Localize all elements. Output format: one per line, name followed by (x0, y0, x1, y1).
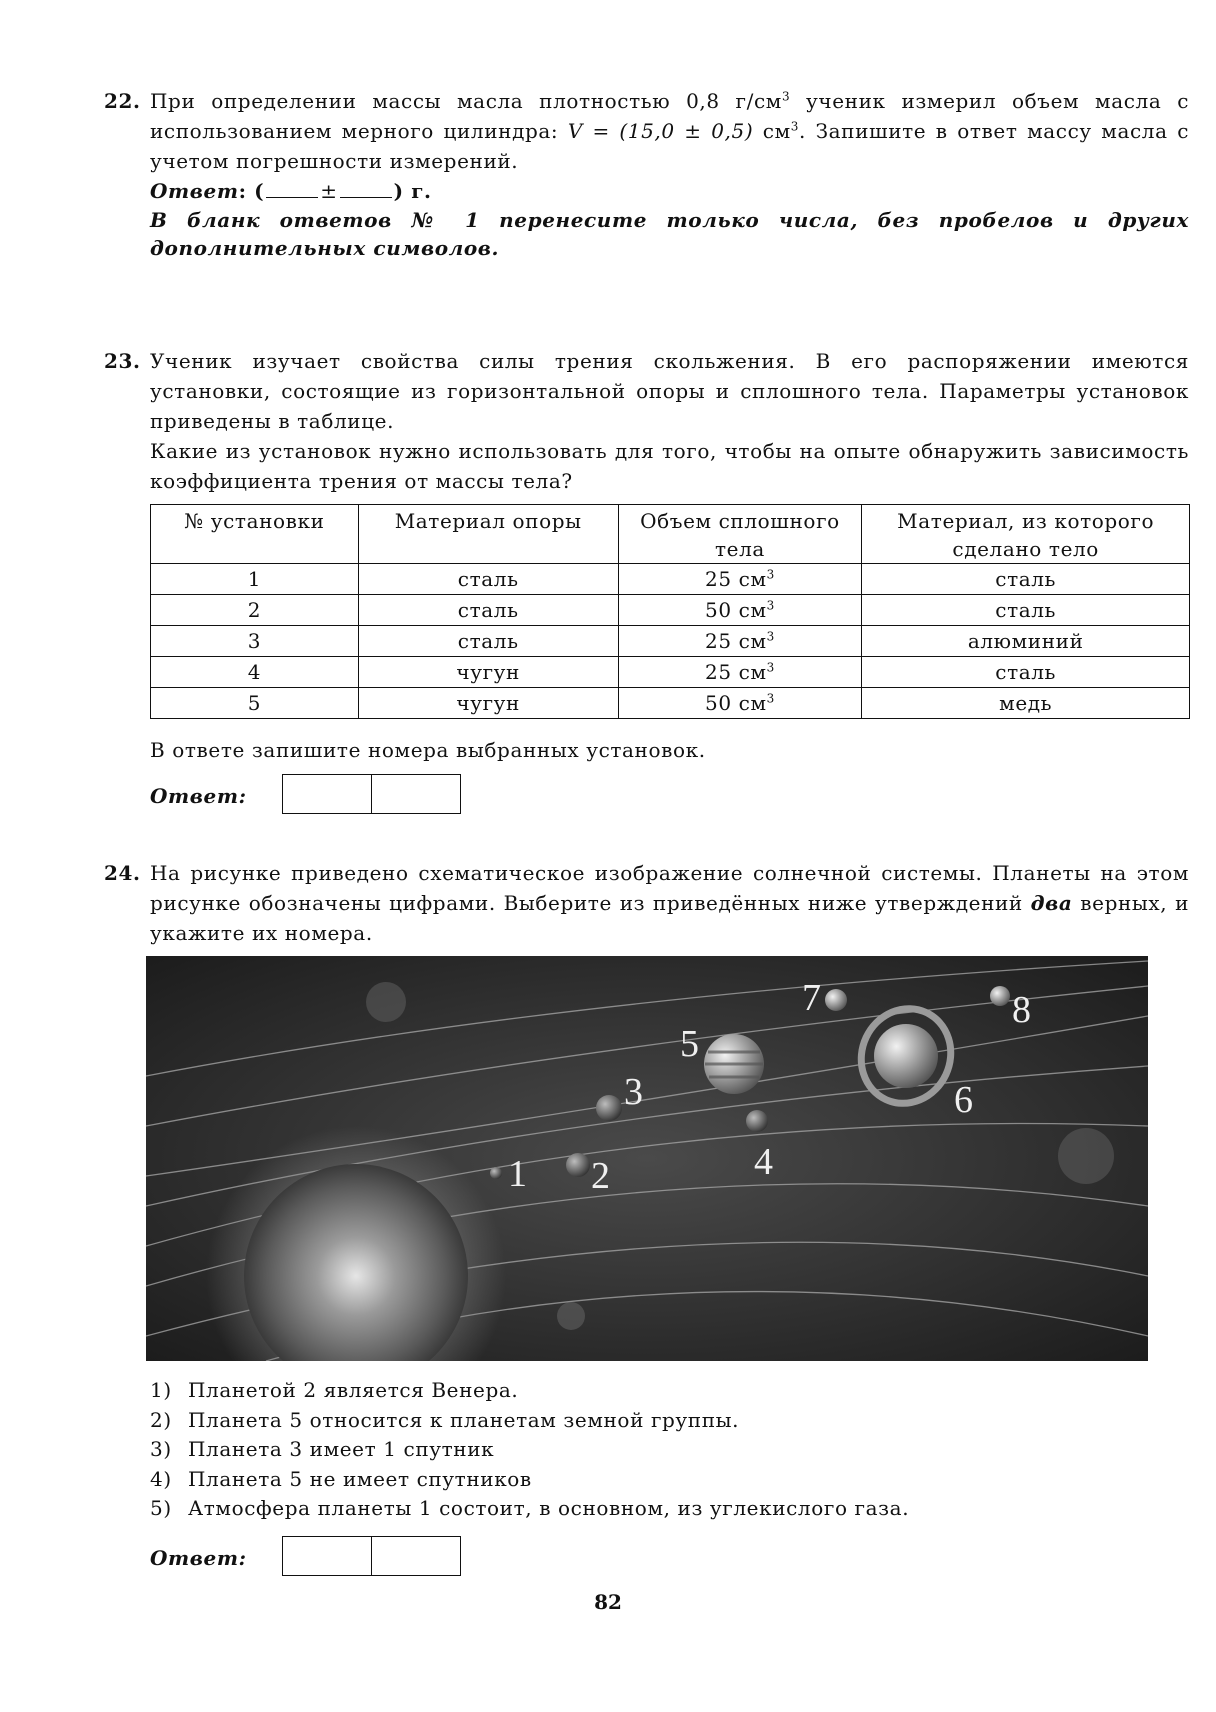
question-text: При определении массы масла плотностью 0,8 $г/см^3$ ученик измерил объем масла с использованием мерного цилиндра: V = (15,0 ± 0,5) $см^3$. Запишите в ответ массу масла с учетом погрешности измерений. (150, 89, 1189, 173)
question-number: 22. (104, 89, 141, 113)
answer-box[interactable] (371, 774, 461, 814)
answer-box[interactable] (282, 1536, 372, 1576)
question-22 (104, 86, 1189, 262)
answer-box[interactable] (371, 1536, 461, 1576)
planet-3 (596, 1095, 622, 1121)
planet-5 (704, 1034, 764, 1094)
question-24 (104, 858, 1189, 948)
table-header: Материал, из которого сделано тело (862, 505, 1190, 564)
planet-label-2: 2 (591, 1155, 610, 1197)
setups-table (150, 504, 1190, 719)
answer-line: Ответ: ( ± ) г. (150, 179, 432, 203)
planet-label-4: 4 (754, 1141, 773, 1183)
list-item: 2) Планета 5 относится к планетам земной группы. (150, 1407, 740, 1432)
page-number: 82 (594, 1590, 622, 1614)
question-number: 24. (104, 861, 141, 885)
list-item: 1) Планетой 2 является Венера. (150, 1378, 519, 1402)
question-23 (104, 346, 1189, 496)
table-row: 2 сталь 50 $см^3$ сталь (151, 595, 1190, 626)
planet-7 (825, 989, 847, 1011)
instruction-text: В бланк ответов № 1 перенесите только числа, без пробелов и других дополнительных символов. (150, 208, 1189, 260)
question-number: 23. (104, 349, 141, 373)
planet-label-1: 1 (508, 1153, 527, 1195)
planet-label-5: 5 (680, 1023, 699, 1065)
answer-box[interactable] (282, 774, 372, 814)
formula: V = (15,0 ± 0,5) (567, 119, 754, 143)
question-text: На рисунке приведено схематическое изображение солнечной системы. Планеты на этом рисунке обозначены цифрами. Выберите из приведённых ниже утверждений два верных, и укажите их номера. (150, 861, 1189, 945)
answer-blank-value[interactable] (266, 177, 318, 198)
planet-label-7: 7 (802, 977, 821, 1019)
question-text: Ученик изучает свойства силы трения скольжения. В его распоряжении имеются установки, состоящие из горизонтальной опоры и сплошного тела. Параметры установок приведены в таблице. (150, 349, 1189, 433)
table-row: 3 сталь 25 $см^3$ алюминий (151, 626, 1190, 657)
table-row: 1 сталь 25 $см^3$ сталь (151, 564, 1190, 595)
planet-label-3: 3 (624, 1071, 643, 1113)
table-header: Материал опоры (358, 505, 618, 564)
planet-8 (990, 986, 1010, 1006)
planet-1 (490, 1167, 502, 1179)
list-item: 5) Атмосфера планеты 1 состоит, в основном, из углекислого газа. (150, 1496, 910, 1520)
answer-blank-error[interactable] (340, 177, 392, 198)
table-header: № установки (151, 505, 359, 564)
answer-label: Ответ (150, 179, 239, 203)
after-table-text: В ответе запишите номера выбранных установок. (150, 738, 706, 762)
solar-system-image (146, 956, 1148, 1361)
list-item: 3) Планета 3 имеет 1 спутник (150, 1437, 495, 1461)
table-header: Объем сплошного тела (618, 505, 862, 564)
planet-4 (746, 1110, 768, 1132)
planet-label-8: 8 (1012, 989, 1031, 1031)
question-text: Какие из установок нужно использовать для того, чтобы на опыте обнаружить зависимость коэффициента трения от массы тела? (150, 439, 1189, 493)
answer-boxes-24 (282, 1536, 461, 1576)
table-row: 5 чугун 50 $см^3$ медь (151, 688, 1190, 719)
answer-label: Ответ: (150, 784, 247, 808)
planet-2 (566, 1153, 590, 1177)
table-row: 4 чугун 25 $см^3$ сталь (151, 657, 1190, 688)
list-item: 4) Планета 5 не имеет спутников (150, 1466, 532, 1491)
answer-label: Ответ: (150, 1546, 247, 1570)
planet-label-6: 6 (954, 1079, 973, 1121)
answer-boxes-23 (282, 774, 461, 814)
options-list (150, 1376, 909, 1524)
